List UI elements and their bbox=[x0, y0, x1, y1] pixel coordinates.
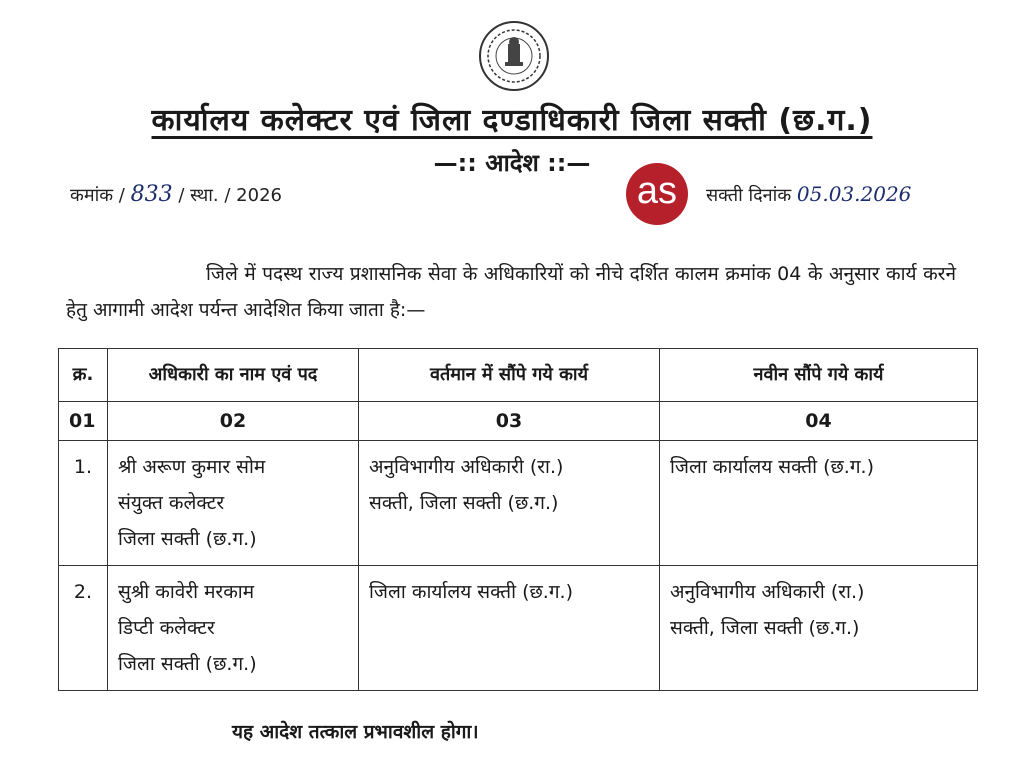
header-sno: क्र. bbox=[59, 349, 108, 402]
new-work-cell bbox=[660, 441, 978, 566]
state-emblem-seal-icon bbox=[478, 20, 550, 92]
table-row bbox=[59, 441, 978, 566]
officer-district: जिला सक्ती (छ.ग.) bbox=[118, 653, 257, 675]
officer-cell bbox=[108, 566, 359, 691]
date-value: 05.03.2026 bbox=[796, 182, 912, 206]
new-work-line: जिला कार्यालय सक्ती (छ.ग.) bbox=[670, 456, 874, 478]
row-sno: 1. bbox=[59, 441, 108, 566]
current-work-line: अनुविभागीय अधिकारी (रा.) bbox=[369, 456, 564, 478]
column-number: 04 bbox=[660, 402, 978, 441]
table-row bbox=[59, 566, 978, 691]
column-number-row bbox=[59, 402, 978, 441]
order-number-line bbox=[70, 182, 282, 207]
order-number-prefix: कमांक / bbox=[70, 185, 125, 206]
officer-designation: संयुक्त कलेक्टर bbox=[118, 492, 225, 514]
footer-note: यह आदेश तत्काल प्रभावशील होगा। bbox=[232, 721, 479, 743]
new-work-line: सक्ती, जिला सक्ती (छ.ग.) bbox=[670, 617, 860, 639]
officer-district: जिला सक्ती (छ.ग.) bbox=[118, 528, 257, 550]
as-logo-badge: as bbox=[626, 163, 688, 225]
header-current-work: वर्तमान में सौंपे गये कार्य bbox=[359, 349, 660, 402]
officer-name: श्री अरूण कुमार सोम bbox=[118, 456, 266, 478]
officer-cell bbox=[108, 441, 359, 566]
order-title: —:: आदेश ::— bbox=[433, 149, 591, 177]
row-sno: 2. bbox=[59, 566, 108, 691]
order-number-suffix: / स्था. / 2026 bbox=[178, 185, 282, 206]
current-work-cell bbox=[359, 566, 660, 691]
date-prefix: सक्ती दिनांक bbox=[706, 185, 792, 206]
transfer-table bbox=[58, 348, 978, 691]
current-work-line: जिला कार्यालय सक्ती (छ.ग.) bbox=[369, 581, 573, 603]
intro-paragraph: जिले में पदस्थ राज्य प्रशासनिक सेवा के अधिकारियों को नीचे दर्शित कालम क्रमांक 04 के अनुसार कार्य करने हेतु आगामी आदेश पर्यन्त आदेशित किया जाता है:— bbox=[66, 263, 956, 321]
date-line bbox=[706, 182, 911, 207]
order-number-handwritten: 833 bbox=[130, 182, 173, 207]
current-work-line: सक्ती, जिला सक्ती (छ.ग.) bbox=[369, 492, 559, 514]
office-title: कार्यालय कलेक्टर एवं जिला दण्डाधिकारी जिला सक्ती (छ.ग.) bbox=[151, 103, 873, 138]
current-work-cell bbox=[359, 441, 660, 566]
column-number: 01 bbox=[59, 402, 108, 441]
officer-designation: डिप्टी कलेक्टर bbox=[118, 617, 215, 639]
new-work-cell bbox=[660, 566, 978, 691]
table-header-row bbox=[59, 349, 978, 402]
new-work-line: अनुविभागीय अधिकारी (रा.) bbox=[670, 581, 865, 603]
column-number: 02 bbox=[108, 402, 359, 441]
header-officer: अधिकारी का नाम एवं पद bbox=[108, 349, 359, 402]
column-number: 03 bbox=[359, 402, 660, 441]
header-new-work: नवीन सौंपे गये कार्य bbox=[660, 349, 978, 402]
officer-name: सुश्री कावेरी मरकाम bbox=[118, 581, 255, 603]
